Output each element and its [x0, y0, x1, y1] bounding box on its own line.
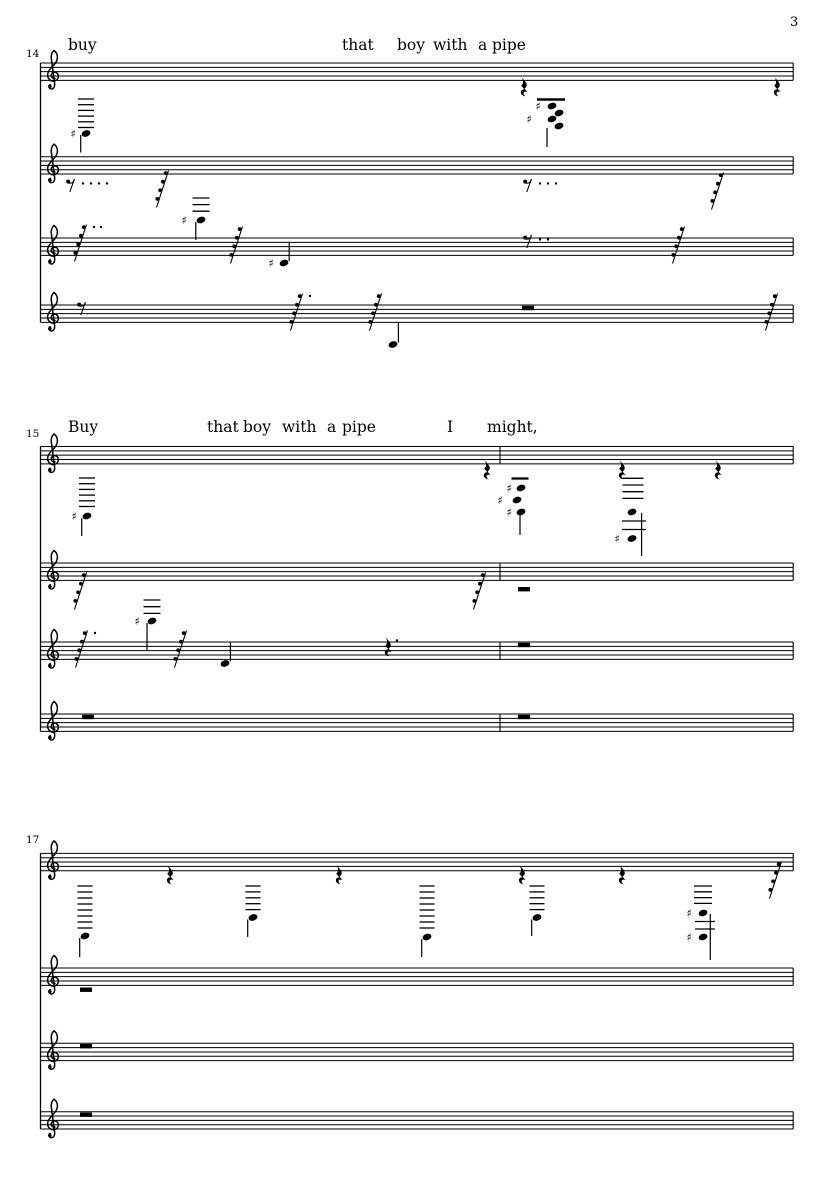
- note: [70, 99, 94, 153]
- note: [246, 886, 261, 937]
- sixtyfourth-rest: [289, 294, 311, 331]
- staff-2: [41, 956, 794, 994]
- chord: [686, 886, 715, 960]
- note: [78, 886, 93, 957]
- lyric-word: that: [342, 36, 374, 54]
- notehead: [388, 340, 399, 349]
- sharp-accidental: ♯: [268, 256, 274, 270]
- lyric-word: that: [207, 418, 239, 436]
- quarter-rest: [336, 865, 343, 884]
- quarter-rest: [484, 460, 491, 479]
- note: [388, 323, 399, 349]
- staff-4: [41, 702, 794, 740]
- note: [181, 198, 209, 240]
- treble-clef-icon: [48, 226, 59, 264]
- eighth-rest: [523, 235, 549, 248]
- staff-1: [41, 51, 794, 153]
- lyric-word: Buy: [68, 418, 99, 436]
- treble-clef-icon: [48, 630, 59, 668]
- notehead: [698, 933, 709, 942]
- sharp-accidental: ♯: [506, 505, 512, 519]
- sixtyfourth-rest: [73, 225, 102, 262]
- page-number: 3: [790, 15, 799, 30]
- lyric-word: a: [478, 36, 488, 54]
- sixtyfourth-rest: [671, 227, 684, 264]
- whole-rest: [522, 306, 534, 310]
- whole-rest: [82, 715, 94, 719]
- augmentation-dot: [90, 182, 92, 184]
- eighth-rest: [523, 179, 557, 192]
- sixtyfourth-rest: [368, 294, 381, 331]
- notehead: [532, 913, 543, 922]
- whole-rest: [518, 715, 530, 719]
- sharp-accidental: ♯: [181, 213, 187, 227]
- notehead: [554, 109, 565, 118]
- quarter-rest: [619, 865, 626, 884]
- notehead: [547, 115, 558, 124]
- note: [530, 886, 545, 936]
- staff-3: [41, 630, 794, 668]
- lyric-word: buy: [68, 36, 97, 54]
- staff-4: [41, 1099, 794, 1137]
- treble-clef-icon: [48, 144, 59, 182]
- sharp-accidental: ♯: [686, 930, 692, 944]
- lyric-word: I: [447, 418, 454, 436]
- lyric-word: pipe: [492, 36, 526, 54]
- treble-clef-icon: [48, 1031, 59, 1069]
- whole-rest: [518, 587, 530, 591]
- sharp-accidental: ♯: [497, 493, 503, 507]
- sixtyfourth-rest: [74, 631, 96, 668]
- augmentation-dot: [539, 182, 541, 184]
- measure-number: 15: [26, 428, 40, 440]
- notehead: [81, 129, 92, 138]
- sixtyfourth-rest: [710, 173, 723, 210]
- sixtyfourth-rest: [229, 227, 242, 264]
- treble-clef-icon: [48, 551, 59, 589]
- system-measures-15-16: [26, 418, 793, 740]
- notehead: [516, 508, 527, 517]
- whole-rest: [80, 1044, 92, 1048]
- treble-clef-icon: [48, 51, 59, 89]
- notehead: [547, 102, 558, 111]
- notehead: [627, 508, 638, 517]
- notehead: [80, 932, 91, 941]
- notehead: [698, 909, 709, 918]
- notehead: [248, 913, 259, 922]
- lyric-word: with: [433, 36, 468, 54]
- staff-1: [41, 434, 794, 556]
- sharp-accidental: ♯: [506, 481, 512, 495]
- sharp-accidental: ♯: [71, 509, 77, 523]
- staff-3: [41, 1031, 794, 1069]
- whole-rest: [518, 643, 530, 647]
- augmentation-dot: [106, 182, 108, 184]
- augmentation-dot: [547, 238, 549, 240]
- lyric-word: pipe: [342, 418, 376, 436]
- measure-number: 17: [26, 834, 40, 846]
- staff-2: [41, 551, 794, 651]
- augmentation-dot: [100, 226, 102, 228]
- eighth-rest: [66, 179, 108, 192]
- lyric-word: boy: [397, 36, 426, 54]
- lyric-word: might,: [487, 418, 538, 436]
- staff-4: [41, 293, 794, 349]
- treble-clef-icon: [48, 702, 59, 740]
- chord: [497, 479, 528, 536]
- staff-3: [41, 225, 794, 270]
- note: [420, 886, 435, 957]
- augmentation-dot: [396, 639, 398, 641]
- sharp-accidental: ♯: [686, 906, 692, 920]
- sixtyfourth-rest: [155, 171, 168, 208]
- whole-rest: [80, 1113, 92, 1117]
- notehead: [82, 512, 93, 521]
- augmentation-dot: [93, 226, 95, 228]
- augmentation-dot: [539, 238, 541, 240]
- notehead: [279, 259, 290, 268]
- system-measure-14: [26, 36, 793, 349]
- measure-number: 14: [26, 48, 40, 60]
- notehead: [147, 617, 158, 626]
- lyric-word: with: [282, 418, 317, 436]
- sixtyfourth-rest: [768, 862, 781, 899]
- staff-1: [41, 841, 794, 960]
- lyric-word: boy: [243, 418, 272, 436]
- note: [71, 478, 95, 536]
- quarter-rest: [715, 460, 722, 479]
- sixtyfourth-rest: [472, 573, 485, 610]
- treble-clef-icon: [48, 841, 59, 879]
- chord: [526, 100, 565, 148]
- eighth-rest: [77, 302, 85, 315]
- sharp-accidental: ♯: [134, 614, 140, 628]
- notehead: [196, 216, 207, 225]
- augmentation-dot: [94, 632, 96, 634]
- notehead: [512, 496, 523, 505]
- notehead: [516, 484, 527, 493]
- sixtyfourth-rest: [73, 573, 86, 610]
- treble-clef-icon: [48, 293, 59, 331]
- augmentation-dot: [82, 182, 84, 184]
- treble-clef-icon: [48, 956, 59, 994]
- quarter-rest: [619, 460, 626, 479]
- notehead: [422, 933, 433, 942]
- notehead: [627, 534, 638, 543]
- notehead: [554, 122, 565, 131]
- whole-rest: [80, 988, 92, 992]
- lyric-word: a: [327, 418, 337, 436]
- sharp-accidental: ♯: [526, 112, 532, 126]
- quarter-rest: [519, 865, 526, 884]
- augmentation-dot: [547, 182, 549, 184]
- sharp-accidental: ♯: [535, 99, 541, 113]
- system-measure-17: [26, 834, 793, 1138]
- treble-clef-icon: [48, 434, 59, 472]
- sixtyfourth-rest: [173, 631, 186, 668]
- augmentation-dot: [98, 182, 100, 184]
- notehead: [220, 659, 231, 668]
- quarter-rest: [167, 865, 174, 884]
- sharp-accidental: ♯: [614, 532, 620, 546]
- staff-2: [41, 144, 794, 240]
- sharp-accidental: ♯: [70, 127, 76, 141]
- treble-clef-icon: [48, 1099, 59, 1137]
- sixtyfourth-rest: [764, 294, 777, 331]
- augmentation-dot: [555, 182, 557, 184]
- augmentation-dot: [309, 295, 311, 297]
- chord: [614, 478, 646, 556]
